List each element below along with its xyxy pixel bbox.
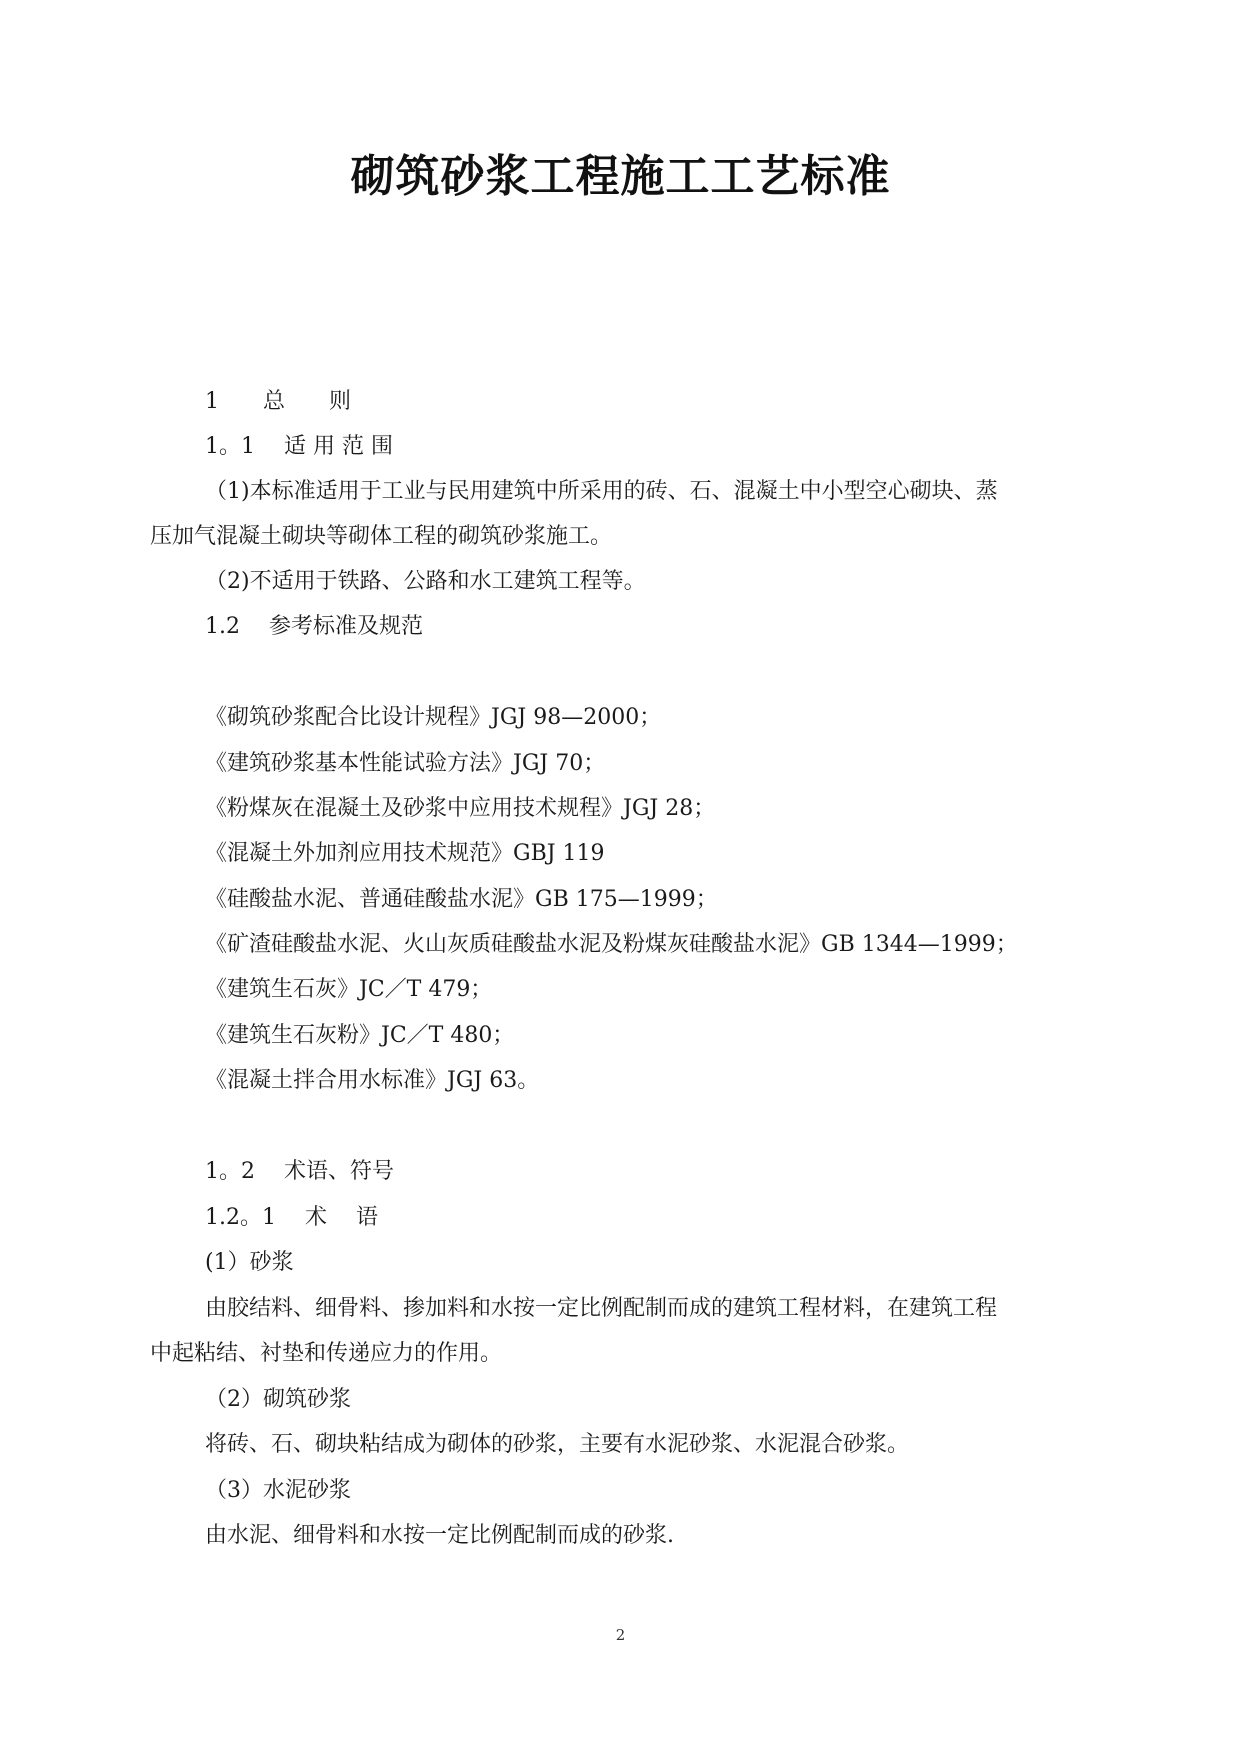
- reference-item: 《建筑生石灰》JC／T 479；: [205, 977, 493, 1002]
- reference-item: 《硅酸盐水泥、普通硅酸盐水泥》GB 175—1999；: [205, 887, 718, 912]
- reference-item: 《粉煤灰在混凝土及砂浆中应用技术规程》JGJ 28；: [205, 796, 716, 821]
- reference-item: 《矿渣硅酸盐水泥、火山灰质硅酸盐水泥及粉煤灰硅酸盐水泥》GB 1344—1999；: [205, 932, 1018, 957]
- reference-item: 《建筑砂浆基本性能试验方法》JGJ 70；: [205, 751, 606, 776]
- page-number: 2: [615, 1626, 626, 1644]
- term-heading-masonry-mortar: （2）砌筑砂浆: [205, 1387, 351, 1412]
- term-definition-cement-mortar: 由水泥、细骨料和水按一定比例配制而成的砂浆.: [205, 1523, 674, 1548]
- reference-item: 《混凝土外加剂应用技术规范》GBJ 119: [205, 841, 605, 866]
- term-heading-mortar: (1）砂浆: [205, 1250, 294, 1275]
- scope-item-2: （2)不适用于铁路、公路和水工建筑工程等。: [205, 569, 646, 594]
- scope-item-1-line-2: 压加气混凝土砌块等砌体工程的砌筑砂浆施工。: [150, 524, 613, 549]
- reference-item: 《建筑生石灰粉》JC／T 480；: [205, 1023, 515, 1048]
- term-definition-masonry-mortar: 将砖、石、砌块粘结成为砌体的砂浆，主要有水泥砂浆、水泥混合砂浆。: [205, 1432, 910, 1457]
- term-definition-mortar-line-1: 由胶结料、细骨料、掺加料和水按一定比例配制而成的建筑工程材料，在建筑工程: [205, 1296, 998, 1321]
- subsubsection-heading-terms: 1.2。1 术 语: [205, 1205, 378, 1230]
- term-definition-mortar-line-2: 中起粘结、衬垫和传递应力的作用。: [150, 1341, 503, 1366]
- scope-item-1-line-1: （1)本标准适用于工业与民用建筑中所采用的砖、石、混凝土中小型空心砌块、蒸: [205, 479, 998, 504]
- reference-item: 《混凝土拌合用水标准》JGJ 63。: [205, 1068, 540, 1093]
- term-heading-cement-mortar: （3）水泥砂浆: [205, 1478, 351, 1503]
- reference-item: 《砌筑砂浆配合比设计规程》JGJ 98—2000；: [205, 705, 662, 730]
- subsection-heading-scope: 1。1 适 用 范 围: [205, 434, 393, 459]
- section-heading-general: 1 总 则: [205, 389, 351, 414]
- document-title: 砌筑砂浆工程施工工艺标准: [350, 151, 891, 202]
- subsection-heading-terms-symbols: 1。2 术语、符号: [205, 1159, 394, 1184]
- subsection-heading-references: 1.2 参考标准及规范: [205, 614, 423, 639]
